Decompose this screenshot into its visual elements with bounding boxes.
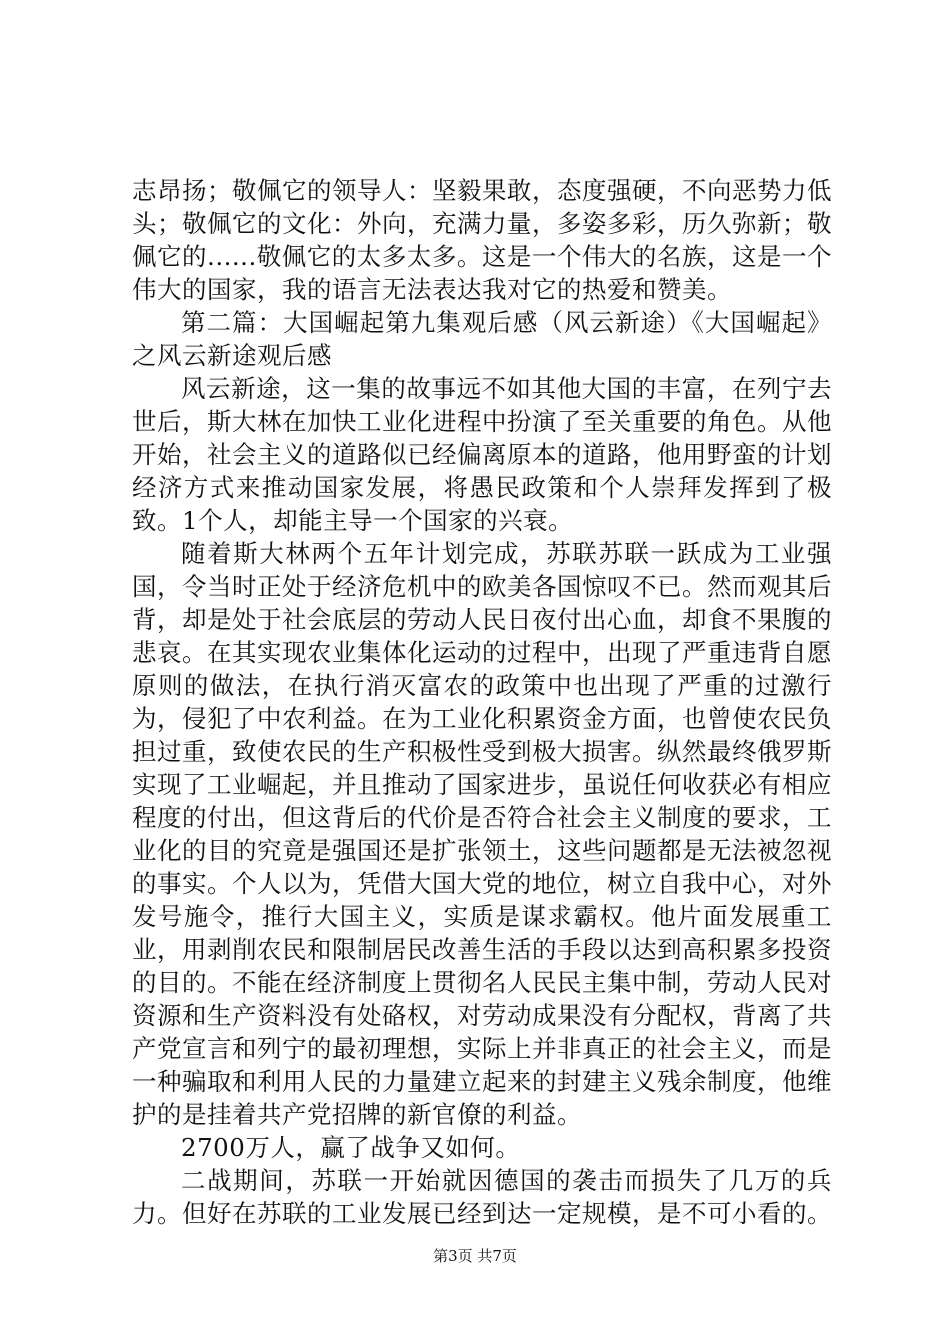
paragraph: 二战期间，苏联一开始就因德国的袭击而损失了几万的兵力。但好在苏联的工业发展已经到达一定规模，是不可小看的。 [132,1166,832,1228]
body-text [132,174,832,1230]
section-heading: 第二篇：大国崛起第九集观后感（风云新途）《大国崛起》之风云新途观后感 [132,308,832,370]
paragraph: 2700万人，赢了战争又如何。 [181,1133,521,1162]
paragraph-continuation: 志昂扬；敬佩它的领导人：坚毅果敢，态度强硬，不向恶势力低头；敬佩它的文化：外向，充满力量，多姿多彩，历久弥新；敬佩它的......敬佩它的太多太多。这是一个伟大的名族，这是一个伟大的国家，我的语言无法表达我对它的热爱和赞美。 [132,176,832,304]
paragraph: 随着斯大林两个五年计划完成，苏联苏联一跃成为工业强国，令当时正处于经济危机中的欧美各国惊叹不已。然而观其后背，却是处于社会底层的劳动人民日夜付出心血，却食不果腹的悲哀。在其实现农业集体化运动的过程中，出现了严重违背自愿原则的做法，在执行消灭富农的政策中也出现了严重的过激行为，侵犯了中农利益。在为工业化积累资金方面，也曾使农民负担过重，致使农民的生产积极性受到极大损害。纵然最终俄罗斯实现了工业崛起，并且推动了国家进步，虽说任何收获必有相应程度的付出，但这背后的代价是否符合社会主义制度的要求，工业化的目的究竟是强国还是扩张领土，这些问题都是无法被忽视的事实。个人以为，凭借大国大党的地位，树立自我中心，对外发号施令，推行大国主义，实质是谋求霸权。他片面发展重工业，用剥削农民和限制居民改善生活的手段以达到高积累多投资的目的。不能在经济制度上贯彻名人民民主集中制，劳动人民对资源和生产资料没有处硌权，对劳动成果没有分配权，背离了共产党宣言和列宁的最初理想，实际上并非真正的社会主义，而是一种骗取和利用人民的力量建立起来的封建主义残余制度，他维护的是挂着共产党招牌的新官僚的利益。 [132,539,832,1129]
page-footer: 第3页 共7页 [433,1247,517,1265]
paragraph: 风云新途，这一集的故事远不如其他大国的丰富，在列宁去世后，斯大林在加快工业化进程中扮演了至关重要的角色。从他开始，社会主义的道路似已经偏离原本的道路，他用野蛮的计划经济方式来推动国家发展，将愚民政策和个人崇拜发挥到了极致。1个人，却能主导一个国家的兴衰。 [132,374,832,535]
